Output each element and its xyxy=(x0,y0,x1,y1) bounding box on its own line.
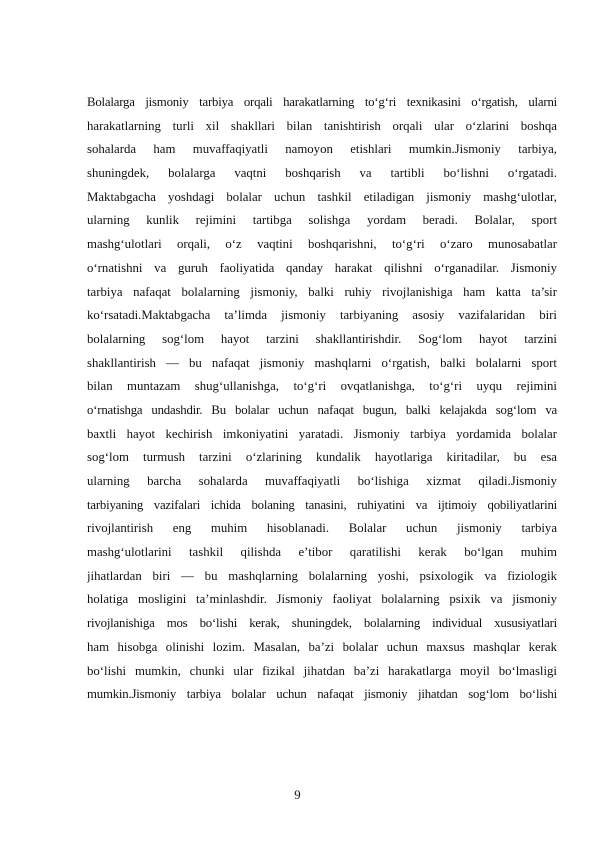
text-line: baxtli hayot kechirish imkoniyatini yaratadi. Jismoniy tarbiya yordamida bolalar xyxy=(87,426,557,441)
page-number: 9 xyxy=(294,788,301,802)
text-line: ko‘rsatadi.Maktabgacha ta’limda jismoniy tarbiyaning asosiy vazifalaridan biri xyxy=(87,308,557,323)
text-line: o‘rnatishni va guruh faoliyatida qanday harakat qilishni o‘rganadilar. Jismoniy xyxy=(87,260,557,275)
text-line: bolalarning sog‘lom hayot tarzini shakllantirishdir. Sog‘lom hayot tarzini xyxy=(87,331,557,346)
text-line: sog‘lom turmush tarzini o‘zlarining kundalik hayotlariga kiritadilar, bu esa xyxy=(87,450,557,465)
text-line: Maktabgacha yoshdagi bolalar uchun tashkil etiladigan jismoniy mashg‘ulotlar, xyxy=(87,189,557,204)
text-line: bo‘lishi mumkin, chunki ular fizikal jihatdan ba’zi harakatlarga moyil bo‘lmasligi xyxy=(87,663,557,678)
text-line: tarbiyaning vazifalari ichida bolaning tanasini, ruhiyatini va ijtimoiy qobiliyatlarini xyxy=(87,497,557,512)
text-line: harakatlarning turli xil shakllari bilan tanishtirish orqali ular o‘zlarini boshqa xyxy=(87,118,557,133)
text-line: mashg‘ulotlarini tashkil qilishda e’tibor qaratilishi kerak bo‘lgan muhim xyxy=(87,545,557,560)
text-line: bilan muntazam shug‘ullanishga, to‘g‘ri ovqatlanishga, to‘g‘ri uyqu rejimini xyxy=(87,379,557,394)
text-line: o‘rnatishga undashdir. Bu bolalar uchun nafaqat bugun, balki kelajakda sog‘lom va xyxy=(87,402,557,417)
text-line: ham hisobga olinishi lozim. Masalan, ba’zi bolalar uchun maxsus mashqlar kerak xyxy=(87,639,557,654)
text-line: jihatlardan biri — bu mashqlarning bolalarning yoshi, psixologik va fiziologik xyxy=(87,568,557,583)
body-paragraph xyxy=(87,91,557,707)
text-line: rivojlantirish eng muhim hisoblanadi. Bolalar uchun jismoniy tarbiya xyxy=(87,521,557,536)
text-line: mumkin.Jismoniy tarbiya bolalar uchun nafaqat jismoniy jihatdan sog‘lom bo‘lishi xyxy=(87,687,557,702)
text-line: sohalarda ham muvaffaqiyatli namoyon etishlari mumkin.Jismoniy tarbiya, xyxy=(87,142,557,157)
text-line: holatiga mosligini ta’minlashdir. Jismoniy faoliyat bolalarning psixik va jismoniy xyxy=(87,592,557,607)
text-line: mashg‘ulotlari orqali, o‘z vaqtini boshqarishni, to‘g‘ri o‘zaro munosabatlar xyxy=(87,237,557,252)
text-line: rivojlanishiga mos bo‘lishi kerak, shuningdek, bolalarning individual xususiyatlari xyxy=(87,616,557,631)
text-line: ularning kunlik rejimini tartibga solishga yordam beradi. Bolalar, sport xyxy=(87,213,557,228)
text-line: tarbiya nafaqat bolalarning jismoniy, balki ruhiy rivojlanishiga ham katta ta’sir xyxy=(87,284,557,299)
text-line: shuningdek, bolalarga vaqtni boshqarish va tartibli bo‘lishni o‘rgatadi. xyxy=(87,166,557,181)
text-line: ularning barcha sohalarda muvaffaqiyatli bo‘lishiga xizmat qiladi.Jismoniy xyxy=(87,474,557,488)
text-line: Bolalarga jismoniy tarbiya orqali harakatlarning to‘g‘ri texnikasini o‘rgatish, ularni xyxy=(87,95,557,109)
text-line: shakllantirish — bu nafaqat jismoniy mashqlarni o‘rgatish, balki bolalarni sport xyxy=(87,355,557,370)
